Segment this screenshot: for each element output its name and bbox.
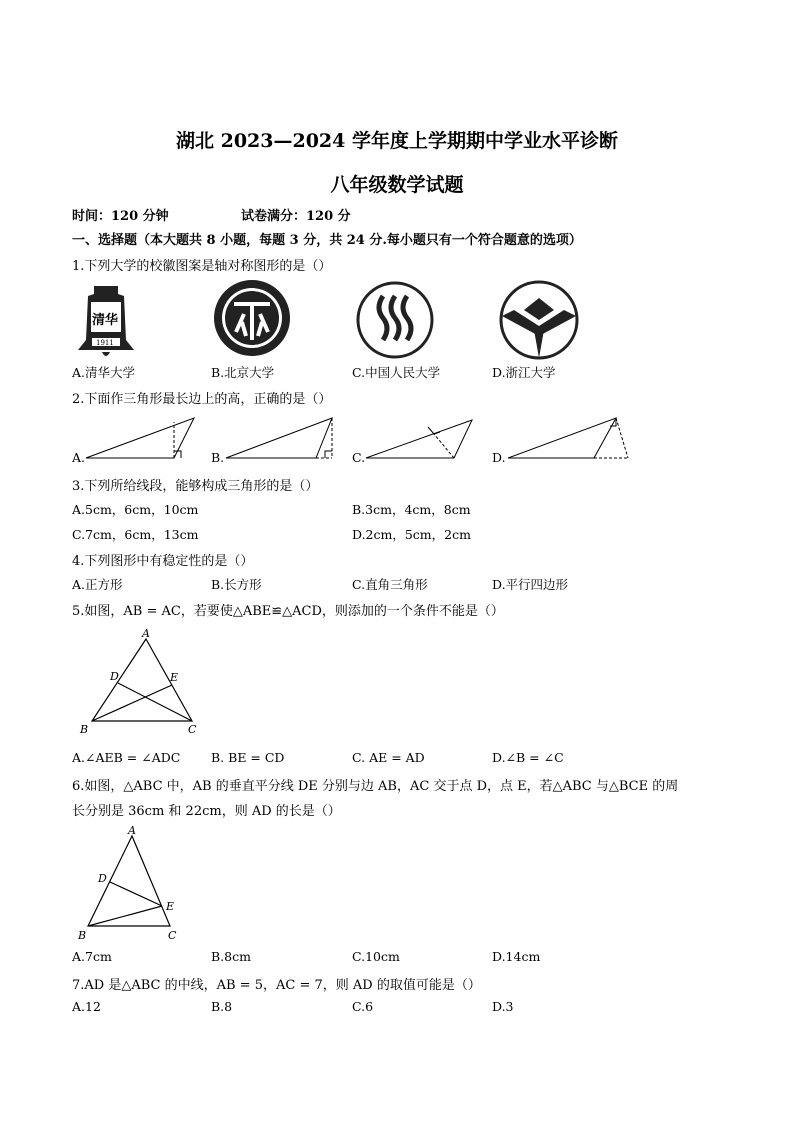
- q7-stem: 7.AD 是△ABC 的中线，AB = 5，AC = 7，则 AD 的取值可能是（）: [72, 978, 481, 993]
- q7-option-b: B.8: [211, 999, 233, 1014]
- q4-option-d: D.平行四边形: [492, 577, 569, 592]
- exam-title: 湖北 2023—2024 学年度上学期期中学业水平诊断: [176, 130, 618, 152]
- q1-option-c: C.中国人民大学: [352, 365, 441, 380]
- q3-option-a: A.5cm，6cm，10cm: [72, 502, 199, 517]
- q2-figure-c: [364, 414, 479, 462]
- tsinghua-logo-image: [74, 282, 138, 362]
- q4-option-b: B.长方形: [211, 577, 262, 592]
- q6-option-c: C.10cm: [352, 949, 400, 964]
- q5-figure: [74, 625, 204, 740]
- q6-label-e: E: [166, 900, 175, 913]
- q2-option-d: D.: [492, 450, 506, 465]
- q2-figure-b: [224, 414, 339, 462]
- q3-option-c: C.7cm，6cm，13cm: [72, 527, 199, 542]
- q7-option-a: A.12: [72, 999, 101, 1014]
- q5-option-c: C. AE = AD: [352, 750, 425, 765]
- q3-option-d: D.2cm，5cm，2cm: [352, 527, 471, 542]
- q7-option-c: C.6: [352, 999, 374, 1014]
- q6-label-d: D: [98, 872, 107, 885]
- exam-subtitle: 八年级数学试题: [330, 174, 464, 196]
- q2-option-b: B.: [211, 450, 225, 465]
- q6-option-d: D.14cm: [492, 949, 541, 964]
- exam-time: 时间：120 分钟: [72, 209, 169, 224]
- q3-option-b: B.3cm，4cm，8cm: [352, 502, 471, 517]
- q2-option-c: C.: [352, 450, 366, 465]
- q5-stem: 5.如图，AB = AC，若要使△ABE≌△ACD，则添加的一个条件不能是（）: [72, 604, 504, 619]
- tsinghua-logo-text: 清华: [92, 313, 119, 328]
- q1-option-a: A.清华大学: [72, 365, 136, 380]
- q6-option-b: B.8cm: [211, 949, 251, 964]
- q6-stem-line2: 长分别是 36cm 和 22cm，则 AD 的长是（）: [72, 804, 341, 819]
- q5-label-e: E: [170, 671, 179, 684]
- q7-option-d: D.3: [492, 999, 514, 1014]
- q5-option-a: A.∠AEB = ∠ADC: [72, 750, 181, 765]
- q2-option-a: A.: [72, 450, 86, 465]
- q6-option-a: A.7cm: [72, 949, 112, 964]
- zhejiang-logo-image: [494, 280, 584, 360]
- q6-label-c: C: [168, 929, 177, 942]
- q6-label-b: B: [78, 929, 87, 942]
- tsinghua-logo-year: 1911: [96, 339, 114, 347]
- peking-logo-image: [212, 278, 292, 358]
- q5-option-b: B. BE = CD: [211, 750, 285, 765]
- q6-figure: [74, 822, 184, 944]
- q5-option-d: D.∠B = ∠C: [492, 750, 564, 765]
- section-heading: 一、选择题（本大题共 8 小题，每题 3 分，共 24 分.每小题只有一个符合题意的选项）: [72, 233, 582, 248]
- q2-figure-d: [506, 414, 631, 462]
- q5-label-d: D: [110, 670, 119, 683]
- renmin-logo-image: [355, 280, 435, 360]
- q2-figure-a: [84, 414, 199, 462]
- q1-option-d: D.浙江大学: [492, 365, 556, 380]
- q1-stem: 1.下列大学的校徽图案是轴对称图形的是（）: [72, 259, 332, 274]
- q1-option-b: B.北京大学: [211, 365, 275, 380]
- q5-label-a: A: [142, 627, 150, 640]
- q6-stem-line1: 6.如图，△ABC 中，AB 的垂直平分线 DE 分别与边 AB，AC 交于点 D，点 E，若△ABC 与△BCE 的周: [72, 779, 679, 794]
- q3-stem: 3.下列所给线段，能够构成三角形的是（）: [72, 479, 319, 494]
- q5-label-c: C: [188, 723, 197, 736]
- q6-label-a: A: [128, 824, 136, 837]
- q4-stem: 4.下列图形中有稳定性的是（）: [72, 554, 254, 569]
- q4-option-c: C.直角三角形: [352, 577, 428, 592]
- q2-stem: 2.下面作三角形最长边上的高，正确的是（）: [72, 392, 332, 407]
- q5-label-b: B: [80, 723, 89, 736]
- q4-option-a: A.正方形: [72, 577, 123, 592]
- exam-score: 试卷满分：120 分: [241, 209, 351, 224]
